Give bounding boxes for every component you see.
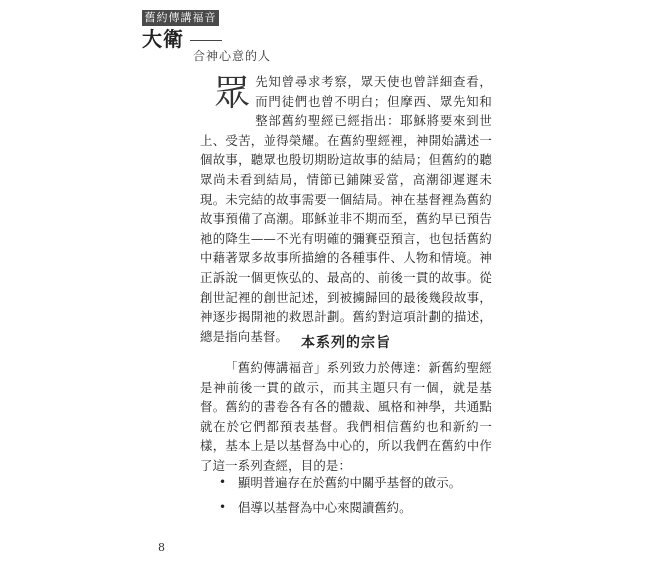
intro-paragraph <box>200 72 492 346</box>
series-tag: 舊約傳講福音 <box>142 10 219 26</box>
section-heading: 本系列的宗旨 <box>301 335 391 351</box>
bullet-text: 顯明普遍存在於舊約中關乎基督的啟示。 <box>238 475 462 490</box>
bullet-text: 倡導以基督為中心來閱讀舊約。 <box>238 500 412 515</box>
aims-bullet-list <box>200 470 492 520</box>
dropcap: 眾 <box>214 73 251 114</box>
book-subtitle: 合神心意的人 <box>193 49 272 63</box>
book-title: 大衛 <box>142 27 184 51</box>
bullet-dot-icon: • <box>219 475 227 489</box>
bullet-dot-icon: • <box>219 500 227 514</box>
title-dash <box>190 40 222 41</box>
bullet-item <box>200 470 492 495</box>
page-number: 8 <box>158 541 165 554</box>
intro-text: 先知曾尋求考察，眾天使也曾詳細查看，而門徒們也曾不明白；但摩西、眾先知和整部舊約聖經已經指出：耶穌將要來到世上、受苦，並得榮耀。在舊約聖經裡，神開始講述一個故事，聽眾也殷切期盼這故事的結局；但舊約的聽眾尚未看到結局，情節已鋪陳妥當，高潮卻遲遲未現。未完結的故事需要一個結局。神在基督裡為舊約故事預備了高潮。耶穌並非不期而至，舊約早已預告祂的降生——不光有明確的彌賽亞預言，也包括舊約中藉著眾多故事所描繪的各種事件、人物和情境。神正訴說一個更恢弘的、最高的、前後一貫的故事。從創世記裡的創世記述，到被擄歸回的最後幾段故事，神逐步揭開祂的救恩計劃。舊約對這項計劃的描述，總是指向基督。 <box>200 74 492 344</box>
bullet-item <box>200 495 492 520</box>
aims-paragraph: 「舊約傳講福音」系列致力於傳達：新舊約聖經是神前後一貫的啟示，而其主題只有一個，就是基督。舊約的書卷各有各的體裁、風格和神學，共通點就在於它們都預表基督。我們相信舊約也和新約一樣，基本上是以基督為中心的，所以我們在舊約中作了這一系列查經，目的是： <box>200 360 492 473</box>
